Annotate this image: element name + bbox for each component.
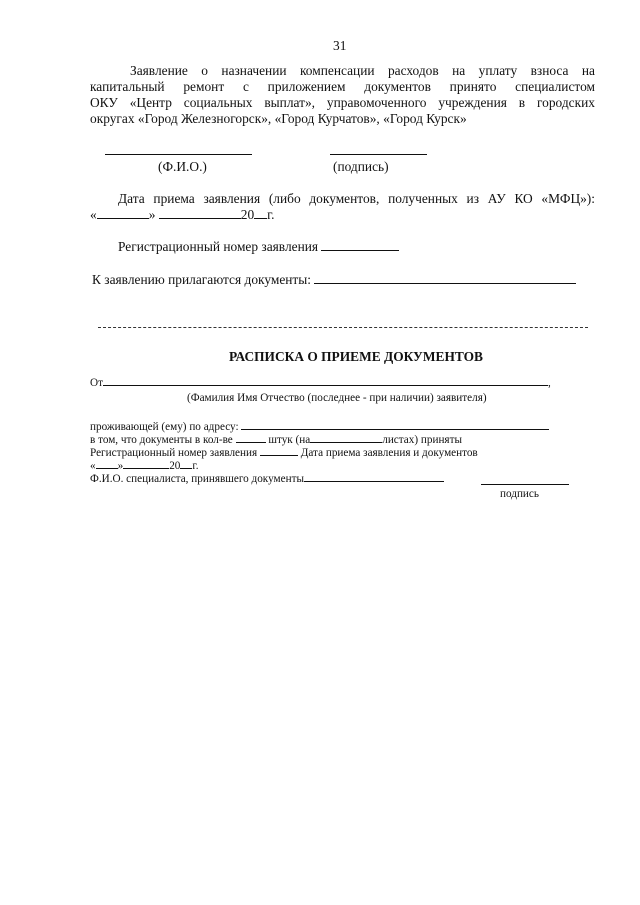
attachments-row	[92, 272, 576, 288]
statement-line-1: Заявление о назначении компенсации расходов на уплату взноса на	[130, 63, 595, 78]
receipt-date-open: «	[90, 460, 96, 472]
specialist-signature-caption: подпись	[500, 488, 539, 500]
docs-text-2: штук (на	[268, 434, 311, 446]
date-close-quote: »	[148, 207, 156, 222]
receipt-from-row	[90, 376, 551, 390]
date-year-prefix: 20	[240, 207, 255, 222]
statement-line-4: округах «Город Железногорск», «Город Курчатов», «Город Курск»	[90, 111, 467, 126]
receipt-title	[229, 349, 483, 365]
docs-text-3: листах) приняты	[382, 434, 462, 446]
from-comma: ,	[547, 377, 551, 389]
attachments-field[interactable]	[314, 272, 576, 284]
receipt-year-prefix: 20	[169, 460, 181, 472]
address-label: проживающей (ему) по адресу:	[90, 421, 239, 433]
receipt-date-row	[90, 459, 199, 473]
signature-line[interactable]	[330, 154, 427, 155]
statement-line-2: капитальный ремонт с приложением документов принято специалистом	[90, 79, 595, 94]
registration-row	[118, 239, 399, 255]
registration-label: Регистрационный номер заявления	[118, 239, 319, 254]
receipt-registration-row	[90, 446, 478, 460]
sheets-count-field[interactable]	[310, 433, 382, 443]
date-year-suffix: г.	[267, 207, 275, 222]
date-month-field[interactable]	[159, 207, 241, 219]
address-row	[90, 420, 549, 434]
receipt-date-close: »	[117, 460, 124, 472]
specialist-signature-line[interactable]	[481, 484, 569, 485]
docs-count-field[interactable]	[236, 433, 266, 443]
fio-caption: (Ф.И.О.)	[158, 159, 207, 174]
docs-text-1: в том, что документы в кол-ве	[90, 434, 233, 446]
receipt-day-field[interactable]	[96, 459, 118, 469]
receipt-date-label: Дата приема заявления и документов	[300, 447, 478, 459]
address-field[interactable]	[241, 420, 549, 430]
receipt-year-suffix: г.	[192, 460, 199, 472]
receipt-reg-label: Регистрационный номер заявления	[90, 447, 258, 459]
statement-line-3: ОКУ «Центр социальных выплат», управомоченного учреждения в городских	[90, 95, 595, 110]
signature-caption: (подпись)	[333, 159, 389, 174]
fio-signature-line[interactable]	[105, 154, 252, 155]
specialist-name-field[interactable]	[304, 472, 444, 482]
receipt-year-field[interactable]	[180, 459, 192, 469]
date-open-quote: «	[90, 207, 97, 222]
documents-count-row	[90, 433, 462, 447]
specialist-label: Ф.И.О. специалиста, принявшего документы	[90, 473, 304, 485]
date-received-fields	[90, 207, 275, 223]
receipt-month-field[interactable]	[123, 459, 169, 469]
applicant-name-field[interactable]	[103, 376, 548, 386]
date-received-label: Дата приема заявления (либо документов, полученных из АУ КО «МФЦ»):	[118, 191, 595, 206]
receipt-title-text: РАСПИСКА О ПРИЕМЕ ДОКУМЕНТОВ	[229, 349, 483, 364]
applicant-name-caption: (Фамилия Имя Отчество (последнее - при наличии) заявителя)	[187, 392, 487, 404]
registration-number-field[interactable]	[321, 239, 399, 251]
date-year-field[interactable]	[254, 207, 267, 219]
cut-line	[98, 327, 588, 328]
page-number: 31	[333, 38, 347, 53]
specialist-row	[90, 472, 444, 486]
from-label: От	[90, 377, 103, 389]
receipt-reg-number-field[interactable]	[260, 446, 298, 456]
attachments-label: К заявлению прилагаются документы:	[92, 272, 312, 287]
date-day-field[interactable]	[97, 207, 149, 219]
